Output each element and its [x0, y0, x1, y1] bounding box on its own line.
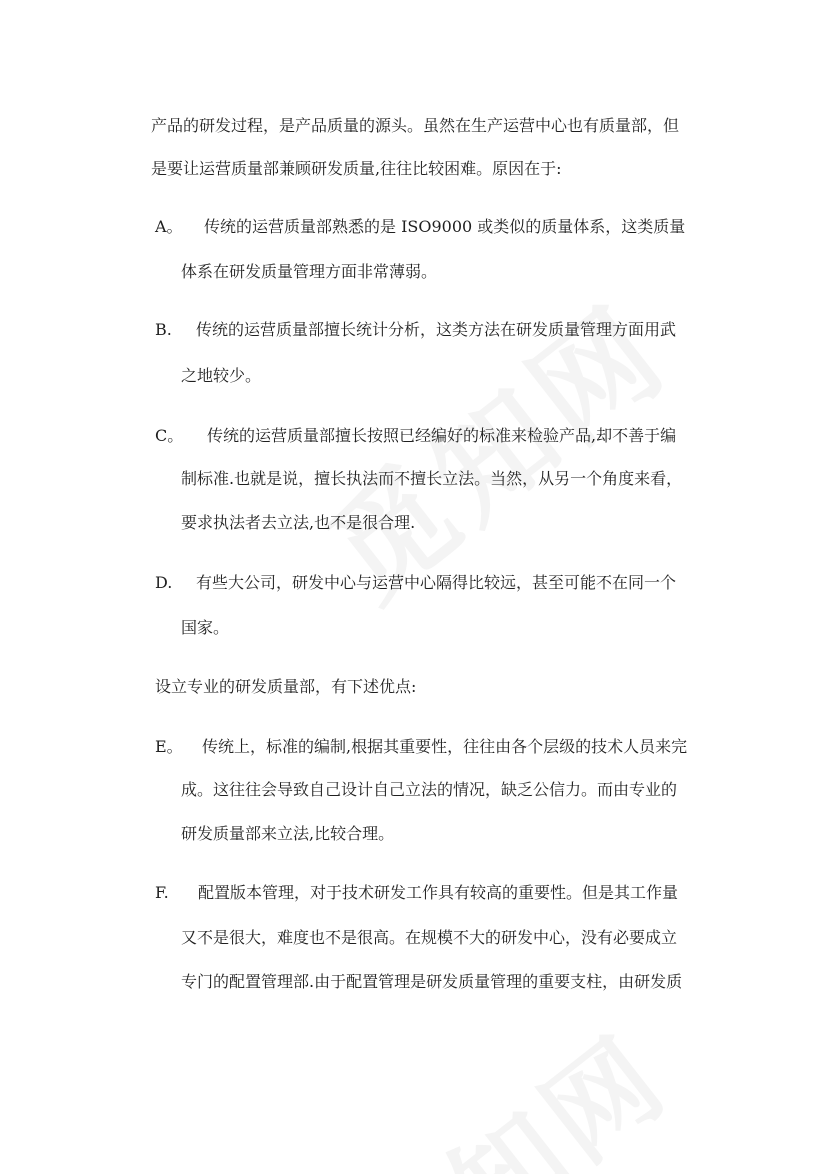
item-c-line-3: 要求执法者去立法,也不是很合理.	[181, 513, 416, 532]
item-e-line-3: 研发质量部来立法,比较合理。	[181, 824, 395, 843]
item-c-line-1: 传统的运营质量部擅长按照已经编好的标准来检验产品,却不善于编	[207, 426, 677, 445]
item-e-line-2: 成。这往往会导致自己设计自己立法的情况，缺乏公信力。而由专业的	[181, 780, 678, 799]
item-label-d: D.	[155, 573, 173, 592]
item-d-line-2: 国家。	[181, 618, 230, 637]
watermark	[319, 993, 695, 1174]
advantages-heading: 设立专业的研发质量部，有下述优点:	[155, 677, 417, 696]
item-a-line-1: 传统的运营质量部熟悉的是 ISO9000 或类似的质量体系，这类质量	[204, 217, 686, 236]
item-c-line-2: 制标准.也就是说，擅长执法而不擅长立法。当然，从另一个角度来看，	[181, 469, 683, 488]
item-label-e: E。	[155, 737, 183, 756]
item-label-b: B.	[155, 320, 172, 339]
item-f-line-2: 又不是很大，难度也不是很高。在规模不大的研发中心，没有必要成立	[181, 928, 678, 947]
item-label-c: C。	[155, 426, 184, 445]
item-f-line-1: 配置版本管理，对于技术研发工作具有较高的重要性。但是其工作量	[198, 883, 679, 902]
item-f-line-3: 专门的配置管理部.由于配置管理是研发质量管理的重要支柱，由研发质	[181, 972, 683, 991]
item-b-line-2: 之地较少。	[181, 366, 262, 385]
item-label-a: A。	[155, 217, 183, 236]
item-b-line-1: 传统的运营质量部擅长统计分析，这类方法在研发质量管理方面用武	[196, 320, 677, 339]
item-e-line-1: 传统上，标准的编制,根据其重要性，往往由各个层级的技术人员来完	[202, 737, 688, 756]
item-label-f: F.	[155, 883, 169, 902]
item-d-line-1: 有些大公司，研发中心与运营中心隔得比较远，甚至可能不在同一个	[196, 573, 677, 592]
intro-paragraph-line-2: 是要让运营质量部兼顾研发质量,往往比较困难。原因在于:	[151, 159, 562, 178]
item-a-line-2: 体系在研发质量管理方面非常薄弱。	[181, 262, 438, 281]
intro-paragraph-line-1: 产品的研发过程，是产品质量的源头。虽然在生产运营中心也有质量部，但	[151, 116, 680, 135]
